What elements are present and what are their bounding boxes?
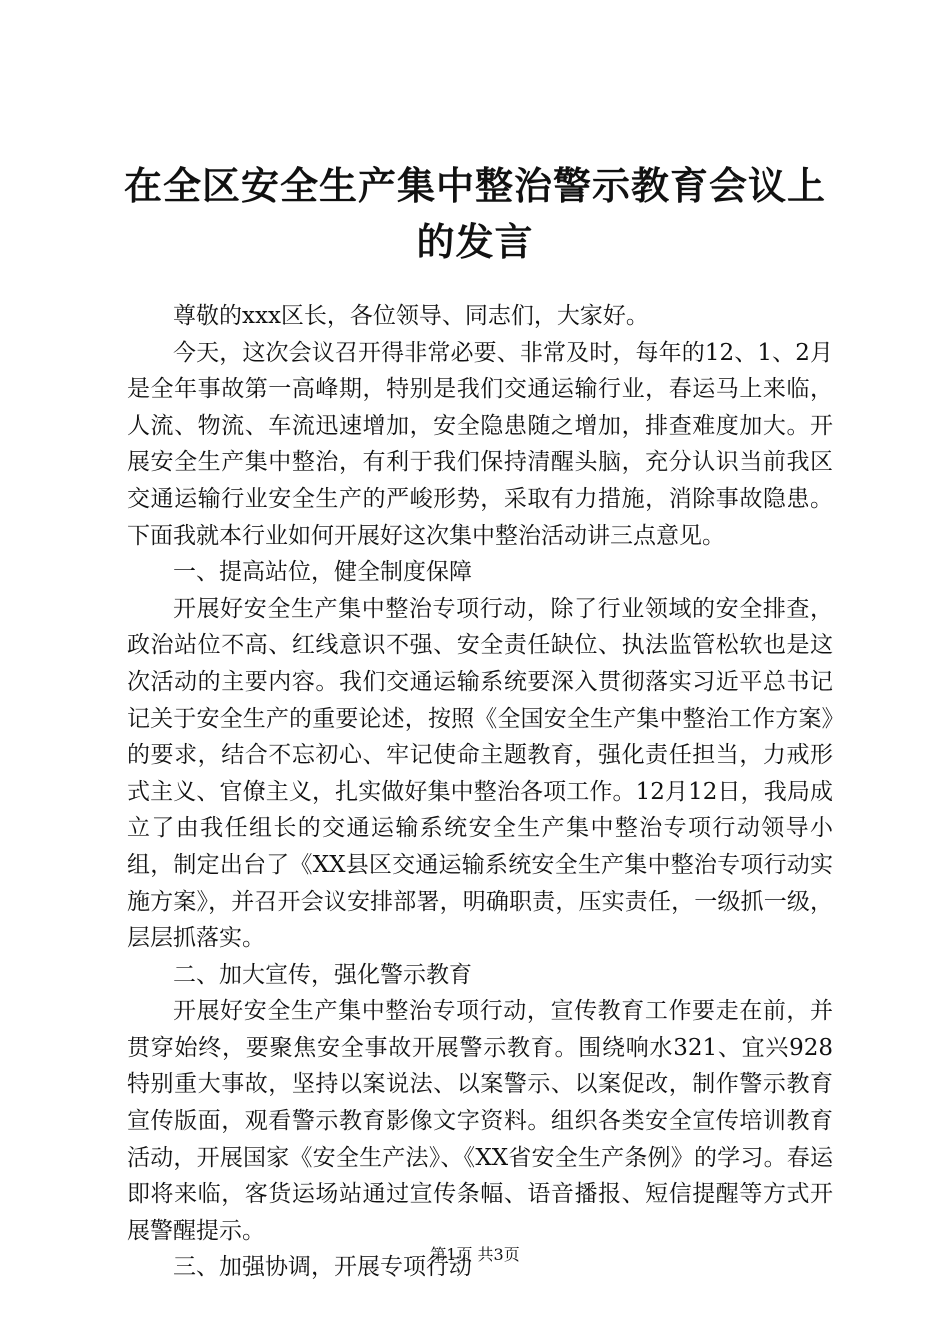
section-heading-3: 三、加强协调，开展专项行动 <box>173 1254 472 1281</box>
page-number-footer: 第1页 共3页 <box>430 1245 520 1264</box>
paragraph-greeting: 尊敬的xxx区长，各位领导、同志们，大家好。 <box>173 303 649 329</box>
section-heading-1: 一、提高站位，健全制度保障 <box>173 559 472 586</box>
paragraph-intro: 今天，这次会议召开得非常必要、非常及时，每年的12、1、2月是全年事故第一高峰期，特别是我们交通运输行业，春运马上来临，人流、物流、车流迅速增加，安全隐患随之增加，排查难度加大。开展安全生产集中整治，有利于我们保持清醒头脑，充分认识当前我区交通运输行业安全生产的严峻形势，采取有力措施，消除事故隐患。下面我就本行业如何开展好这次集中整治活动讲三点意见。 <box>127 339 833 549</box>
paragraph-section-2: 开展好安全生产集中整治专项行动，宣传教育工作要走在前，并贯穿始终，要聚焦安全事故开展警示教育。围绕响水321、宜兴928特别重大事故，坚持以案说法、以案警示、以案促改，制作警示教育宣传版面，观看警示教育影像文字资料。组织各类安全宣传培训教育活动，开展国家《安全生产法》、《XX省安全生产条例》的学习。春运即将来临，客货运场站通过宣传条幅、语音播报、短信提醒等方式开展警醒提示。 <box>127 998 833 1244</box>
document-body <box>127 298 833 1286</box>
section-heading-2: 二、加大宣传，强化警示教育 <box>173 961 472 988</box>
document-title: 在全区安全生产集中整治警示教育会议上的发言 <box>123 163 826 264</box>
paragraph-section-1: 开展好安全生产集中整治专项行动，除了行业领域的安全排查，政治站位不高、红线意识不强、安全责任缺位、执法监管松软也是这次活动的主要内容。我们交通运输系统要深入贯彻落实习近平总书记记关于安全生产的重要论述，按照《全国安全生产集中整治工作方案》的要求，结合不忘初心、牢记使命主题教育，强化责任担当，力戒形式主义、官僚主义，扎实做好集中整治各项工作。12月12日，我局成立了由我任组长的交通运输系统安全生产集中整治专项行动领导小组，制定出台了《XX县区交通运输系统安全生产集中整治专项行动实施方案》，并召开会议安排部署，明确职责，压实责任，一级抓一级，层层抓落实。 <box>127 595 833 952</box>
